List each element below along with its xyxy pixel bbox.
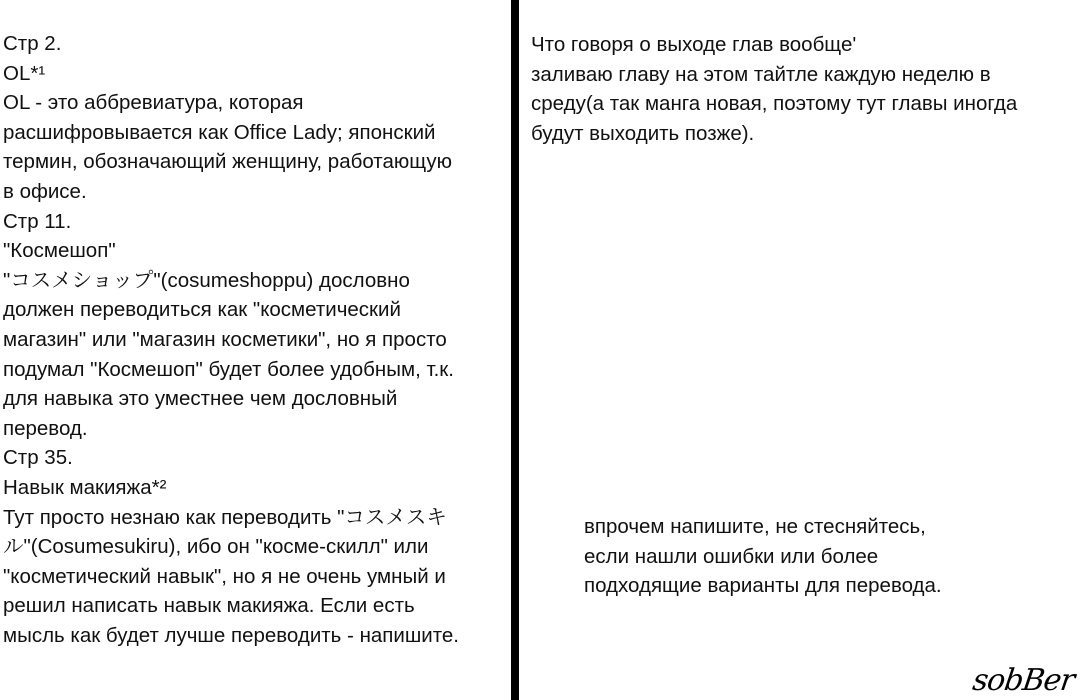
notes-column-left: [0, 0, 510, 700]
note-line: перевод.: [3, 416, 88, 440]
note-line: в офисе.: [3, 179, 87, 203]
note-line: "косметический навык", но я не очень умный и: [3, 564, 446, 588]
note-line: впрочем напишите, не стесняйтесь,: [584, 515, 926, 538]
note-line: термин, обозначающий женщину, работающую: [3, 150, 452, 174]
note-line: расшифровывается как Office Lady; японский: [3, 120, 436, 144]
term-makeup-skill: Навык макияжа*²: [3, 475, 167, 499]
note-line: заливаю главу на этом тайтле каждую неделю в: [531, 62, 991, 86]
note-line: подходящие варианты для перевода.: [584, 574, 942, 598]
term-kosmeshop: "Космешоп": [3, 239, 116, 263]
note-line: среду(а так манга новая, поэтому тут главы иногда: [531, 92, 1018, 116]
note-line: Тут просто незнаю как переводить "コスメスキ: [3, 505, 447, 529]
page-ref-35: Стр 35.: [3, 446, 73, 470]
note-line: "コスメショップ"(cosumeshoppu) дословно: [3, 268, 410, 292]
note-line: должен переводиться как "косметический: [3, 298, 401, 322]
note-line: магазин" или "магазин косметики", но я просто: [3, 327, 447, 351]
note-line: решил написать навык макияжа. Если есть: [3, 594, 415, 618]
note-line: мысль как будет лучше переводить - напишите.: [3, 623, 460, 647]
note-line: ル"(Cosumesukiru), ибо он "косме-скилл" или: [3, 535, 429, 559]
page-ref-11: Стр 11.: [3, 209, 72, 233]
translator-notes: [3, 29, 459, 650]
feedback-request-note: [584, 512, 942, 601]
note-line: если нашли ошибки или более: [584, 544, 879, 568]
note-line: Что говоря о выходе глав вообще': [531, 33, 857, 56]
note-line: подумал "Космешоп" будет более удобным, т.к.: [3, 357, 454, 381]
note-line: будут выходить позже).: [531, 121, 755, 145]
note-line: OL - это аббревиатура, которая: [3, 91, 304, 115]
notes-column-right: [519, 0, 1080, 700]
release-schedule-note: [531, 30, 1017, 148]
page-ref-2: Стр 2.: [3, 32, 62, 55]
translator-signature: sobBer: [970, 663, 1077, 698]
term-ol: OL*¹: [3, 61, 46, 85]
column-divider: [511, 0, 519, 700]
note-line: для навыка это уместнее чем дословный: [3, 387, 398, 411]
